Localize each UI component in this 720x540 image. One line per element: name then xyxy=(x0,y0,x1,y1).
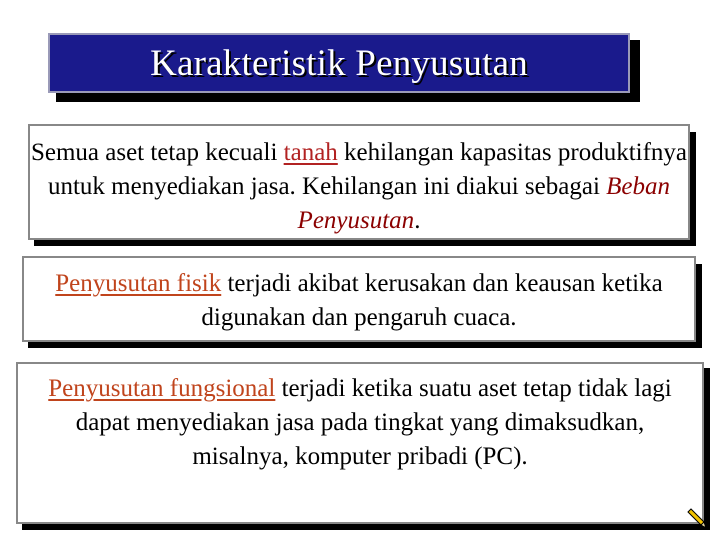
intro-emphasis: Beban Penyusutan xyxy=(297,173,671,234)
functional-paragraph xyxy=(28,372,692,474)
box-assets-intro xyxy=(28,124,690,240)
physical-paragraph xyxy=(42,267,676,335)
title-banner xyxy=(48,33,630,93)
functional-highlight: Penyusutan fungsional xyxy=(48,375,276,402)
box-physical-depreciation xyxy=(22,256,696,342)
pencil-icon xyxy=(684,506,708,530)
intro-text-3: . xyxy=(414,207,421,234)
intro-text-2: kehilangan kapasitas produktifnya untuk menyediakan jasa. Kehilangan ini diakui sebagai xyxy=(47,139,688,200)
intro-highlight-tanah: tanah xyxy=(283,139,338,166)
intro-text-1: Semua aset tetap kecuali xyxy=(30,139,284,166)
intro-paragraph xyxy=(30,136,688,238)
physical-text: terjadi akibat kerusakan dan keausan ketika digunakan dan pengaruh cuaca. xyxy=(201,270,663,331)
slide-title: Karakteristik Penyusutan xyxy=(150,42,528,84)
box-functional-depreciation xyxy=(16,362,704,524)
functional-text: terjadi ketika suatu aset tetap tidak lagi dapat menyediakan jasa pada tingkat yang dimaksudkan, misalnya, komputer pribadi (PC). xyxy=(75,375,672,470)
physical-highlight: Penyusutan fisik xyxy=(55,270,222,297)
